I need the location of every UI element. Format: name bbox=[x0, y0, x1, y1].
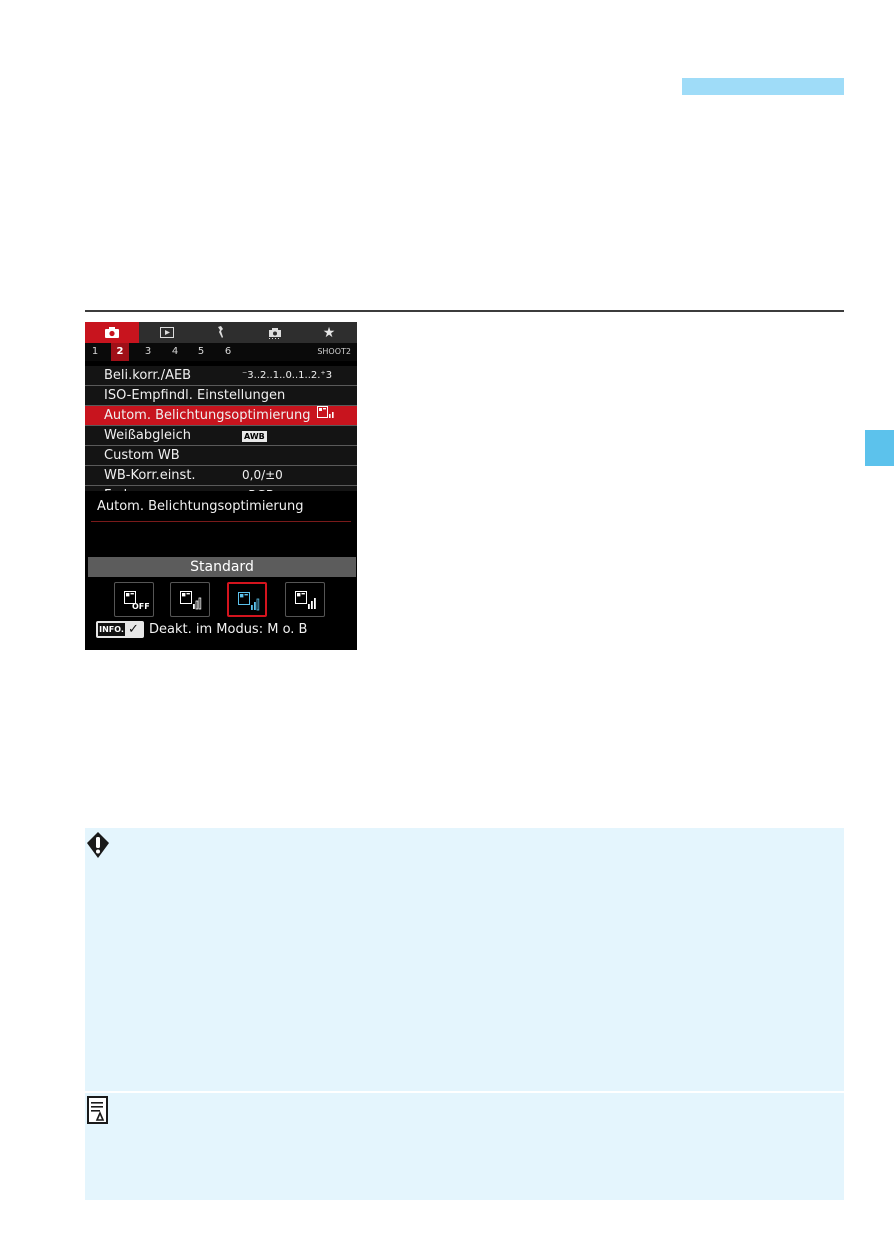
tab-setup[interactable] bbox=[194, 322, 248, 343]
header-color-band bbox=[682, 78, 844, 95]
menu-item-label: Custom WB bbox=[104, 448, 180, 463]
disable-in-mode-text: Deakt. im Modus: M o. B bbox=[149, 622, 308, 637]
menu-page-numbers bbox=[85, 343, 357, 361]
alo-low-icon bbox=[180, 591, 202, 610]
camera-menu-shoot2 bbox=[85, 322, 357, 505]
section-divider bbox=[85, 310, 844, 312]
alo-option-high[interactable] bbox=[285, 582, 325, 617]
alo-high-icon bbox=[295, 591, 317, 610]
exposure-scale: ⁻3..2..1..0..1..2.⁺3 bbox=[242, 370, 333, 381]
page-number[interactable]: 6 bbox=[224, 346, 232, 357]
caution-box bbox=[85, 828, 844, 1091]
tab-my-menu[interactable] bbox=[302, 322, 356, 343]
alo-option-low[interactable] bbox=[170, 582, 210, 617]
wrench-icon bbox=[215, 326, 227, 339]
alo-option-standard[interactable] bbox=[227, 582, 267, 617]
selected-option-label: Standard bbox=[88, 557, 356, 577]
caution-icon bbox=[85, 831, 111, 859]
menu-item-wb-correction[interactable] bbox=[85, 466, 357, 486]
play-icon bbox=[160, 327, 174, 338]
screen-title: Autom. Belichtungsoptimierung bbox=[97, 499, 304, 514]
menu-tab-bar bbox=[85, 322, 357, 343]
tab-playback[interactable] bbox=[140, 322, 194, 343]
page-number-active[interactable]: 2 bbox=[111, 343, 129, 361]
awb-label: AWB bbox=[244, 432, 265, 441]
menu-item-exposure-compensation[interactable] bbox=[85, 366, 357, 386]
menu-item-label: WB-Korr.einst. bbox=[104, 468, 196, 483]
menu-item-auto-lighting-optimizer[interactable] bbox=[85, 406, 357, 426]
svg-text:OFF: OFF bbox=[132, 602, 150, 611]
alo-standard-icon bbox=[317, 406, 335, 425]
tab-shooting[interactable] bbox=[85, 322, 139, 343]
alo-off-icon bbox=[124, 591, 150, 611]
menu-item-value: 0,0/±0 bbox=[242, 468, 283, 482]
page-number[interactable]: 5 bbox=[197, 346, 205, 357]
menu-item-label: Autom. Belichtungsoptimierung bbox=[104, 408, 311, 423]
menu-item-iso-settings[interactable] bbox=[85, 386, 357, 406]
camera-alo-settings-screen bbox=[85, 491, 357, 650]
camera-icon bbox=[104, 326, 120, 339]
custom-camera-icon bbox=[268, 326, 282, 339]
note-icon bbox=[85, 1095, 111, 1125]
alo-standard-icon bbox=[238, 592, 260, 611]
alo-option-off[interactable] bbox=[114, 582, 154, 617]
menu-item-white-balance[interactable] bbox=[85, 426, 357, 446]
menu-item-label: Weißabgleich bbox=[104, 428, 191, 443]
info-button[interactable] bbox=[96, 621, 144, 638]
page-number[interactable]: 4 bbox=[171, 346, 179, 357]
shoot-page-label: SHOOT2 bbox=[317, 347, 351, 356]
checkmark-icon: ✓ bbox=[128, 622, 139, 637]
title-divider bbox=[91, 521, 351, 522]
awb-badge bbox=[242, 426, 267, 445]
star-icon: ★ bbox=[322, 324, 336, 341]
chapter-side-tab bbox=[865, 430, 894, 466]
page-number[interactable]: 1 bbox=[91, 346, 99, 357]
menu-item-label: Beli.korr./AEB bbox=[104, 368, 192, 383]
tab-custom-functions[interactable] bbox=[248, 322, 302, 343]
info-key-label: INFO. bbox=[99, 625, 124, 634]
page-number[interactable]: 3 bbox=[144, 346, 152, 357]
menu-item-custom-wb[interactable] bbox=[85, 446, 357, 466]
menu-item-label: ISO-Empfindl. Einstellungen bbox=[104, 388, 286, 403]
note-box bbox=[85, 1093, 844, 1200]
